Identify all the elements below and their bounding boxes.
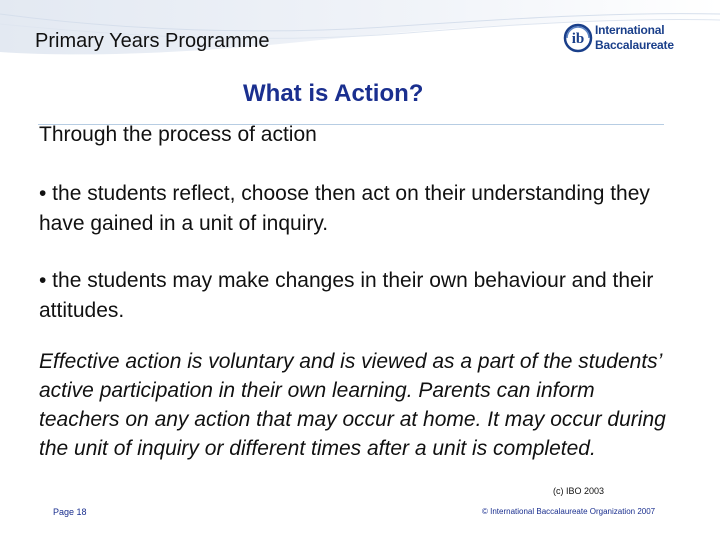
ib-logo-mark: ib	[571, 31, 585, 47]
ib-logo-text	[595, 23, 674, 53]
logo-line-baccalaureate: Baccalaureate	[595, 38, 674, 52]
bullet-item: • the students may make changes in their own behaviour and their attitudes.	[39, 269, 654, 322]
logo-line-international: International	[595, 23, 665, 37]
ib-logo-icon	[563, 18, 593, 58]
italic-paragraph: Effective action is voluntary and is viewed as a part of the students’ active participation in their own learning. Parents can inform teachers on any action that may occur at home. It may occur during the unit of inquiry or different times after a unit is completed.	[39, 350, 666, 460]
programme-label: Primary Years Programme	[35, 30, 270, 52]
slide-title: What is Action?	[243, 80, 424, 107]
footer-page-number: Page 18	[53, 507, 87, 517]
intro-text: Through the process of action	[39, 123, 317, 146]
bullet-item: • the students reflect, choose then act on their understanding they have gained in a unit of inquiry.	[39, 182, 650, 235]
slide-body	[39, 120, 679, 353]
footer-organization: © International Baccalaureate Organization 2007	[482, 507, 656, 516]
ibo-copyright-note: (c) IBO 2003	[553, 486, 605, 496]
ib-logo	[563, 18, 703, 66]
